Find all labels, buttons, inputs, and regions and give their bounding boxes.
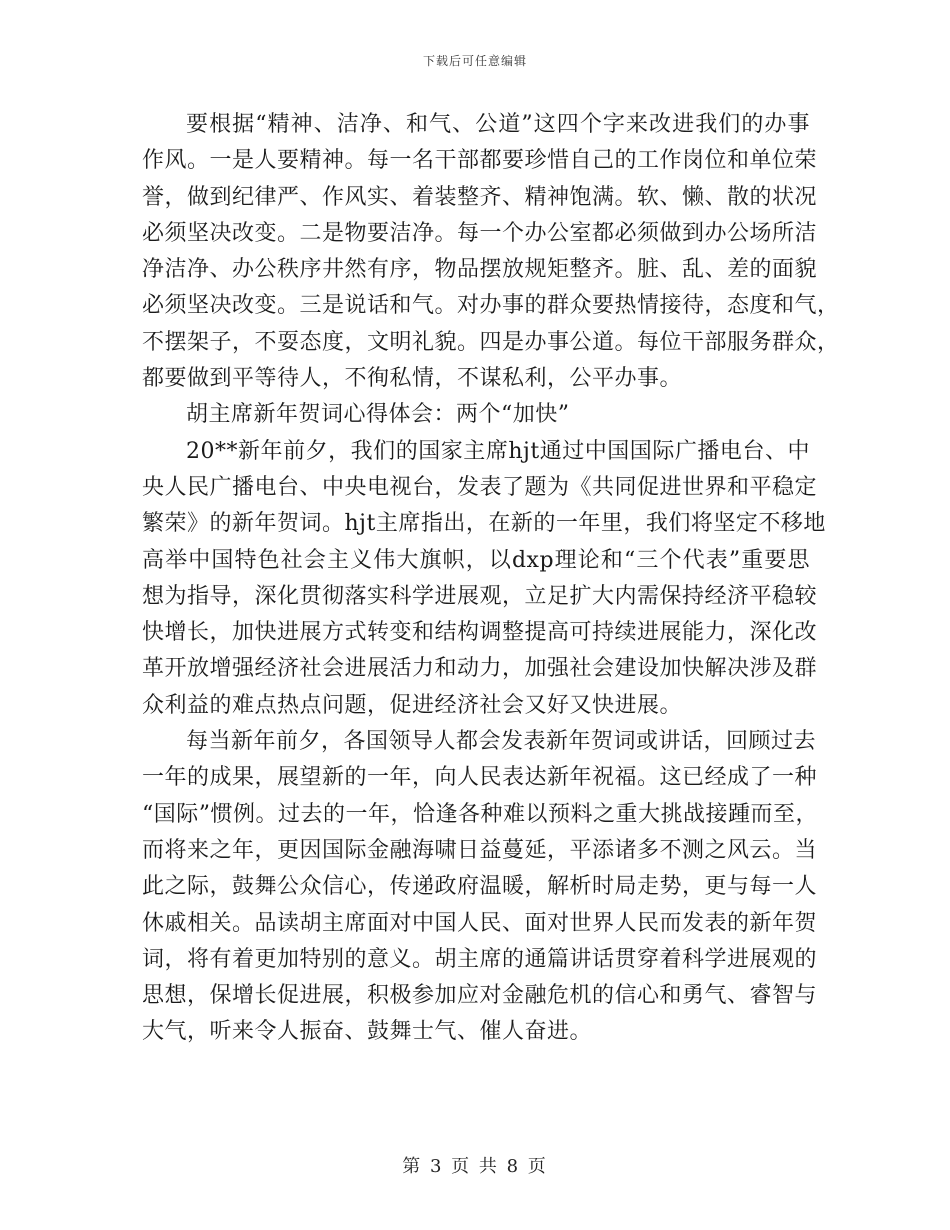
- text-line: 大气，听来令人振奋、鼓舞士气、催人奋进。: [142, 1019, 593, 1045]
- text-line: 此之际，鼓舞公众信心，传递政府温暖，解析时局走势，更与每一人: [142, 874, 818, 900]
- text-line: 繁荣》的新年贺词。hjt主席指出，在新的一年里，我们将坚定不移地: [142, 511, 826, 537]
- text-line: 要根据“精神、洁净、和气、公道”这四个字来改进我们的办事: [186, 112, 810, 137]
- document-body: [142, 107, 840, 1051]
- text-line: 革开放增强经济社会进展活力和动力，加强社会建设加快解决涉及群: [142, 656, 818, 682]
- text-line: 都要做到平等待人，不徇私情，不谋私利，公平办事。: [142, 366, 683, 392]
- text-line: 高举中国特色社会主义伟大旗帜，以dxp理论和“三个代表”重要思: [142, 547, 810, 573]
- text-line: 一年的成果，展望新的一年，向人民表达新年祝福。这已经成了一种: [142, 765, 818, 791]
- page-header: 下载后可任意编辑: [422, 54, 527, 68]
- text-line: 必须坚决改变。二是物要洁净。每一个办公室都必须做到办公场所洁: [142, 220, 818, 246]
- text-line: “国际”惯例。过去的一年，恰逢各种难以预料之重大挑战接踵而至，: [142, 801, 818, 827]
- page-footer: 第 3 页 共 8 页: [402, 1156, 548, 1177]
- text-line: 誉，做到纪律严、作风实、着装整齐、精神饱满。软、懒、散的状况: [142, 184, 818, 210]
- text-line: 作风。一是人要精神。每一名干部都要珍惜自己的工作岗位和单位荣: [142, 148, 818, 174]
- text-line: 而将来之年，更因国际金融海啸日益蔓延，平添诸多不测之风云。当: [142, 837, 818, 863]
- text-line: 20**新年前夕，我们的国家主席hjt通过中国国际广播电台、中: [186, 438, 810, 464]
- text-line: 思想，保增长促进展，积极参加应对金融危机的信心和勇气、睿智与: [142, 983, 818, 1009]
- text-line: 众利益的难点热点问题，促进经济社会又好又快进展。: [142, 692, 683, 718]
- text-line: 想为指导，深化贯彻落实科学进展观，立足扩大内需保持经济平稳较: [142, 583, 818, 609]
- text-line: 词，将有着更加特别的意义。胡主席的通篇讲话贯穿着科学进展观的: [142, 946, 818, 972]
- text-line: 净洁净、办公秩序井然有序，物品摆放规矩整齐。脏、乱、差的面貌: [142, 257, 818, 283]
- text-line: 必须坚决改变。三是说话和气。对办事的群众要热情接待，态度和气，: [142, 293, 840, 319]
- text-line: 央人民广播电台、中央电视台，发表了题为《共同促进世界和平稳定: [142, 474, 818, 500]
- text-line: 不摆架子，不耍态度，文明礼貌。四是办事公道。每位干部服务群众，: [142, 329, 840, 355]
- text-line: 胡主席新年贺词心得体会：两个“加快”: [186, 402, 570, 428]
- text-line: 快增长，加快进展方式转变和结构调整提高可持续进展能力，深化改: [142, 620, 818, 646]
- text-line: 每当新年前夕，各国领导人都会发表新年贺词或讲话，回顾过去: [186, 729, 817, 755]
- text-line: 休戚相关。品读胡主席面对中国人民、面对世界人民而发表的新年贺: [142, 910, 818, 936]
